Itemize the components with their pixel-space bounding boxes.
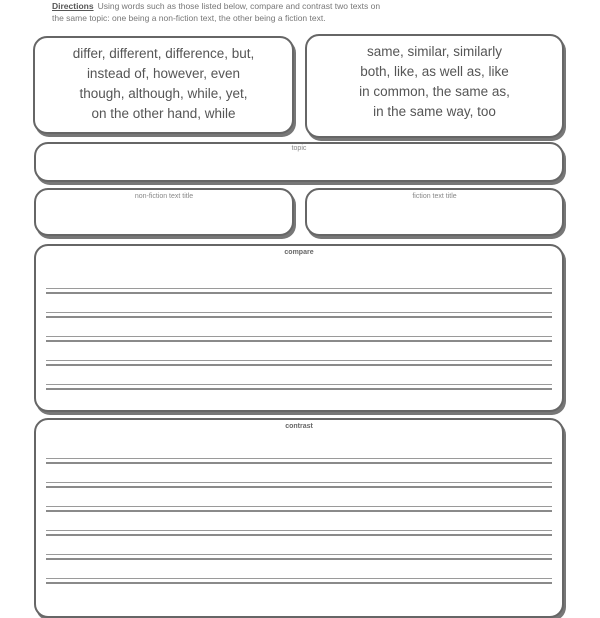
contrast-words-line: instead of, however, even: [86, 66, 241, 81]
directions-label: Directions: [52, 1, 94, 11]
contrast-label: contrast: [285, 423, 313, 430]
writing-line: [46, 340, 552, 342]
contrast-words-line: though, although, while, yet,: [79, 86, 248, 101]
writing-line: [46, 558, 552, 560]
compare-words-line: both, like, as well as, like: [360, 64, 509, 79]
topic-field[interactable]: [34, 142, 564, 182]
writing-line: [46, 316, 552, 318]
compare-words-box: [305, 34, 564, 138]
writing-line: [46, 554, 552, 555]
writing-line: [46, 486, 552, 488]
writing-line: [46, 482, 552, 483]
writing-line: [46, 292, 552, 294]
writing-line: [46, 530, 552, 531]
contrast-words-line: on the other hand, while: [91, 106, 236, 121]
writing-line: [46, 388, 552, 390]
writing-line: [46, 534, 552, 536]
writing-line: [46, 510, 552, 512]
directions-text-line2: the same topic: one being a non-fiction text, the other being a fiction text.: [52, 13, 326, 23]
fiction-title-field[interactable]: [305, 188, 564, 236]
compare-words-line: in common, the same as,: [359, 84, 510, 99]
compare-words-line: same, similar, similarly: [366, 44, 502, 59]
writing-line: [46, 506, 552, 507]
directions-text-line1: Using words such as those listed below, compare and contrast two texts on: [97, 1, 381, 11]
compare-label: compare: [284, 249, 314, 256]
nonfiction-title-label: non-fiction text title: [134, 193, 194, 200]
writing-line: [46, 360, 552, 361]
writing-line: [46, 288, 552, 289]
directions: [52, 0, 572, 24]
writing-line: [46, 582, 552, 584]
nonfiction-title-field[interactable]: [34, 188, 294, 236]
writing-line: [46, 384, 552, 385]
writing-line: [46, 336, 552, 337]
topic-label: topic: [291, 145, 307, 152]
fiction-title-label: fiction text title: [412, 193, 457, 200]
writing-line: [46, 578, 552, 579]
writing-line: [46, 364, 552, 366]
writing-line: [46, 458, 552, 459]
writing-line: [46, 312, 552, 313]
compare-section[interactable]: [34, 244, 564, 412]
compare-words-line: in the same way, too: [373, 104, 496, 119]
writing-line: [46, 462, 552, 464]
contrast-section[interactable]: [34, 418, 564, 618]
contrast-words-line: differ, different, difference, but,: [72, 46, 255, 61]
contrast-words-box: [33, 36, 294, 134]
